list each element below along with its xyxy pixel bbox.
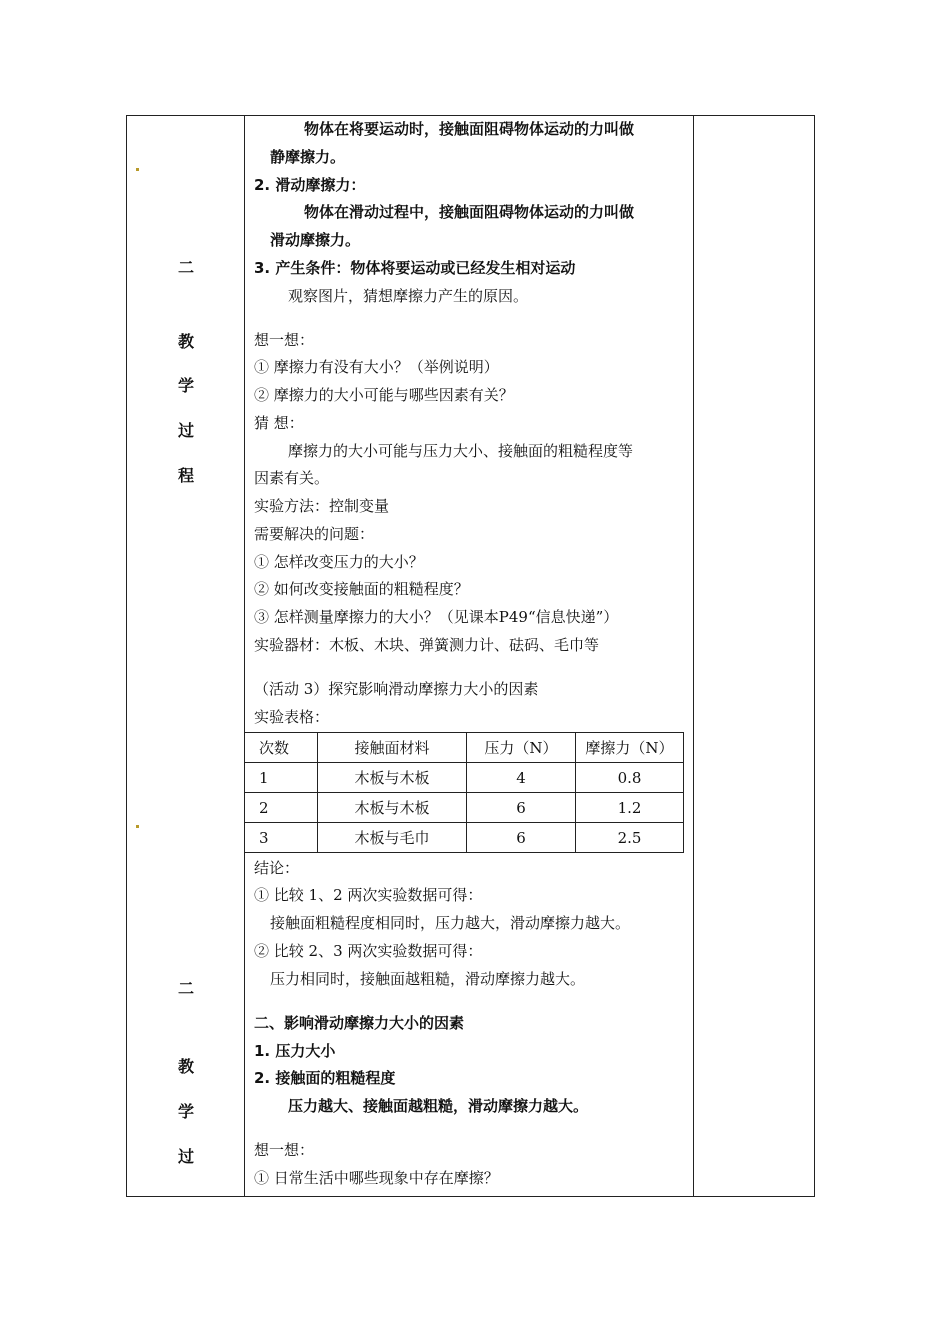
table-row	[245, 793, 684, 823]
table-cell: 木板与毛巾	[318, 823, 467, 853]
label-char: 过	[177, 421, 194, 440]
table-header-cell: 次数	[245, 733, 318, 763]
experiment-table	[244, 732, 684, 853]
right-notes-column	[693, 116, 814, 1196]
text-line: 结论：	[254, 859, 300, 877]
table-cell: 3	[245, 823, 318, 853]
text-line: ③ 怎样测量摩擦力的大小？（见课本P49“信息快递”）	[254, 608, 619, 626]
text-line: 物体在将要运动时，接触面阻碍物体运动的力叫做	[304, 120, 635, 138]
table-header-cell: 压力（N）	[467, 733, 576, 763]
text-line: 2. 接触面的粗糙程度	[254, 1069, 396, 1087]
label-char: 教	[177, 1057, 194, 1076]
table-cell: 1	[245, 763, 318, 793]
text-line: 压力相同时，接触面越粗糙，滑动摩擦力越大。	[270, 970, 586, 988]
table-header-cell: 接触面材料	[318, 733, 467, 763]
table-row	[245, 823, 684, 853]
text-line: 摩擦力的大小可能与压力大小、接触面的粗糙程度等	[288, 442, 634, 460]
label-char: 程	[177, 466, 194, 485]
left-label-column	[127, 116, 245, 1196]
text-line: 滑动摩擦力。	[270, 231, 361, 249]
text-line: 想一想：	[254, 1141, 315, 1159]
label-char: 二	[177, 258, 194, 277]
text-line: 2. 滑动摩擦力：	[254, 176, 366, 194]
text-line: ② 如何改变接触面的粗糙程度？	[254, 580, 469, 598]
text-line: （活动 3）探究影响滑动摩擦力大小的因素	[254, 680, 539, 698]
table-cell: 2	[245, 793, 318, 823]
label-char: 教	[177, 332, 194, 351]
text-line: 压力越大、接触面越粗糙，滑动摩擦力越大。	[288, 1097, 589, 1115]
text-line: 猜 想：	[254, 414, 304, 432]
text-line: 观察图片，猜想摩擦力产生的原因。	[288, 287, 529, 305]
label-char: 学	[177, 376, 194, 395]
text-line: 需要解决的问题：	[254, 525, 375, 543]
text-line: ① 摩擦力有没有大小？（举例说明）	[254, 358, 499, 376]
label-char: 过	[177, 1147, 194, 1166]
table-cell: 4	[467, 763, 576, 793]
table-cell: 1.2	[576, 793, 684, 823]
text-line: 实验表格：	[254, 708, 330, 726]
text-line: 静摩擦力。	[270, 148, 346, 166]
text-line: 物体在滑动过程中，接触面阻碍物体运动的力叫做	[304, 203, 635, 221]
text-line: 实验方法：控制变量	[254, 497, 390, 515]
text-line: 1. 压力大小	[254, 1042, 336, 1060]
table-cell: 木板与木板	[318, 793, 467, 823]
text-line: ② 摩擦力的大小可能与哪些因素有关？	[254, 386, 514, 404]
text-line: 因素有关。	[254, 469, 330, 487]
table-header-cell: 摩擦力（N）	[576, 733, 684, 763]
table-row	[245, 763, 684, 793]
text-line: 想一想：	[254, 331, 315, 349]
table-cell: 6	[467, 823, 576, 853]
text-line: 二、影响滑动摩擦力大小的因素	[254, 1014, 465, 1032]
label-char: 二	[177, 979, 194, 998]
text-line: ① 怎样改变压力的大小？	[254, 553, 424, 571]
table-cell: 6	[467, 793, 576, 823]
label-char: 学	[177, 1102, 194, 1121]
text-line: 实验器材：木板、木块、弹簧测力计、砝码、毛巾等	[254, 636, 600, 654]
table-cell: 木板与木板	[318, 763, 467, 793]
text-line: ① 比较 1、2 两次实验数据可得：	[254, 886, 483, 904]
mark-dot	[136, 825, 139, 828]
table-cell: 0.8	[576, 763, 684, 793]
table-cell: 2.5	[576, 823, 684, 853]
text-line: ① 日常生活中哪些现象中存在摩擦？	[254, 1169, 499, 1187]
text-line: 接触面粗糙程度相同时，压力越大，滑动摩擦力越大。	[270, 914, 631, 932]
text-line: ② 比较 2、3 两次实验数据可得：	[254, 942, 483, 960]
mark-dot	[136, 168, 139, 171]
table-header-row	[245, 733, 684, 763]
text-line: 3. 产生条件：物体将要运动或已经发生相对运动	[254, 259, 576, 277]
